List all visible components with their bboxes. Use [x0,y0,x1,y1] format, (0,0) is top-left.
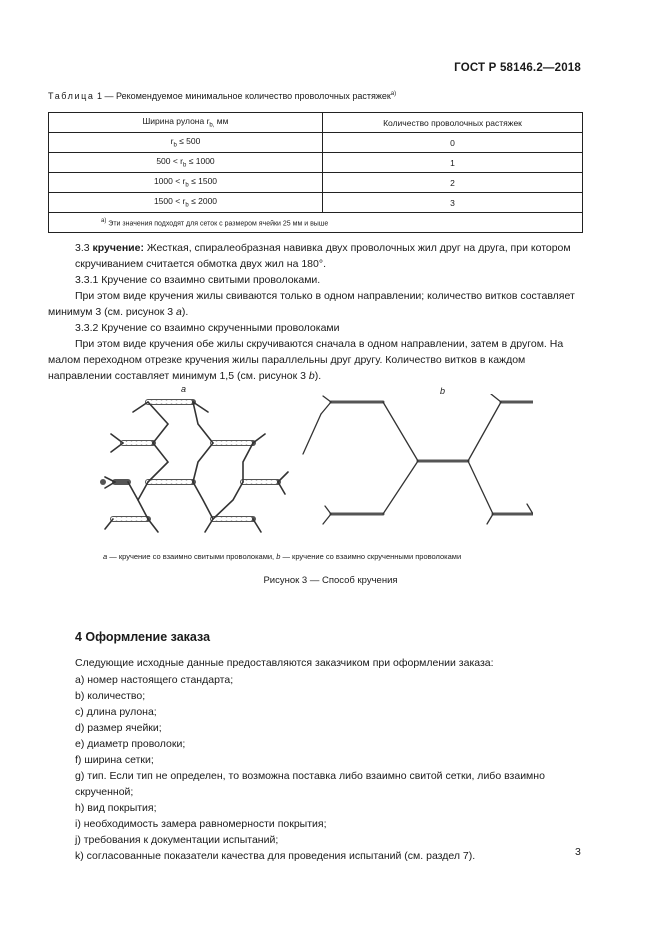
figure-label-a: a [181,384,187,394]
list-item: h) вид покрытия; [75,802,157,814]
table-header-count: Количество проволочных растяжек [323,113,583,133]
paragraph-3-3-2-text: При этом виде кручения обе жилы скручиваются сначала в одном направлении, затем в другом. На малом переходном отрезке кручения жилы параллельны друг другу. Количество витков в каждом направлении составляет минимум 1,5 (см. рисунок 3 b). [48,338,564,382]
table-header-width: Ширина рулона $r_{b,}$ мм [49,113,323,133]
page-number: 3 [575,846,581,858]
table-caption-footnote-mark: a) [390,91,397,97]
mesh-b-icon [303,394,533,524]
list-item: j) требования к документации испытаний; [75,834,279,846]
figure-legend: а — кручение со взаимно свитыми проволоками, b — кручение со взаимно скрученными проволоками [103,552,462,561]
list-item: b) количество; [75,690,146,702]
document-number: ГОСТ Р 58146.2—2018 [454,62,581,74]
table-cell-count: 1 [323,153,583,173]
list-item: i) необходимость замера равномерности покрытия; [75,818,327,830]
table-row [49,133,583,153]
table-row [49,153,583,173]
table-cell-count: 0 [323,133,583,153]
section-4-intro: Следующие исходные данные предоставляются заказчиком при оформлении заказа: [75,657,494,669]
list-item: f) ширина сетки; [75,754,154,766]
table-cell-width: $500 < r_b \le 1000$ [49,153,323,173]
table-cell-width: $1500 < r_b \le 2000$ [49,193,323,213]
figure-caption: Рисунок 3 — Способ кручения [263,575,398,586]
paragraph-3-3-1: 3.3.1 Кручение со взаимно свитыми проволоками. [75,274,321,286]
table-cell-count: 3 [323,193,583,213]
paragraph-3-3-2: 3.3.2 Кручение со взаимно скрученными проволоками [75,322,340,334]
table-caption-prefix: Таблица [48,91,95,101]
term-twisting: кручение: [92,242,144,254]
list-item: c) длина рулона; [75,706,157,718]
paragraph-3-3: 3.3 кручение: Жесткая, спиралеобразная навивка двух проволочных жил друг на друга, при котором скручиванием считается обмотка двух жил на 180°. [75,242,571,270]
list-item: e) диаметр проволоки; [75,738,186,750]
table-row [49,193,583,213]
mesh-a-icon [103,402,288,532]
twist-diagrams [93,394,533,539]
list-item: k) согласованные показатели качества для проведения испытаний (см. раздел 7). [75,850,476,862]
table-row [49,173,583,193]
table-header-row [49,113,583,133]
table-cell-width: $1000 < r_b \le 1500$ [49,173,323,193]
order-requirements [75,655,585,864]
wire-braces-table [48,112,583,233]
table-caption [48,91,396,101]
section-4-title: 4 Оформление заказа [75,630,211,644]
table-caption-number: 1 [97,91,103,101]
table-footnote: $^{a)}$ Эти значения подходят для сеток с размером ячейки 25 мм и выше [49,213,583,233]
list-item: a) номер настоящего стандарта; [75,674,234,686]
list-item: g) тип. Если тип не определен, то возможна поставка либо взаимно свитой сетки, либо взаимно скрученной; [75,770,545,798]
table-note-row [49,213,583,233]
figure-3 [93,384,533,534]
paragraph-3-3-1-text: При этом виде кручения жилы свиваются только в одном направлении; количество витков составляет минимум 3 (см. рисунок 3 а). [48,290,575,318]
table-caption-text: — Рекомендуемое минимальное количество проволочных растяжек [102,91,391,101]
figure-label-b: b [440,386,446,396]
table-cell-width: $r_b \le 500$ [49,133,323,153]
table-cell-count: 2 [323,173,583,193]
list-item: d) размер ячейки; [75,722,162,734]
